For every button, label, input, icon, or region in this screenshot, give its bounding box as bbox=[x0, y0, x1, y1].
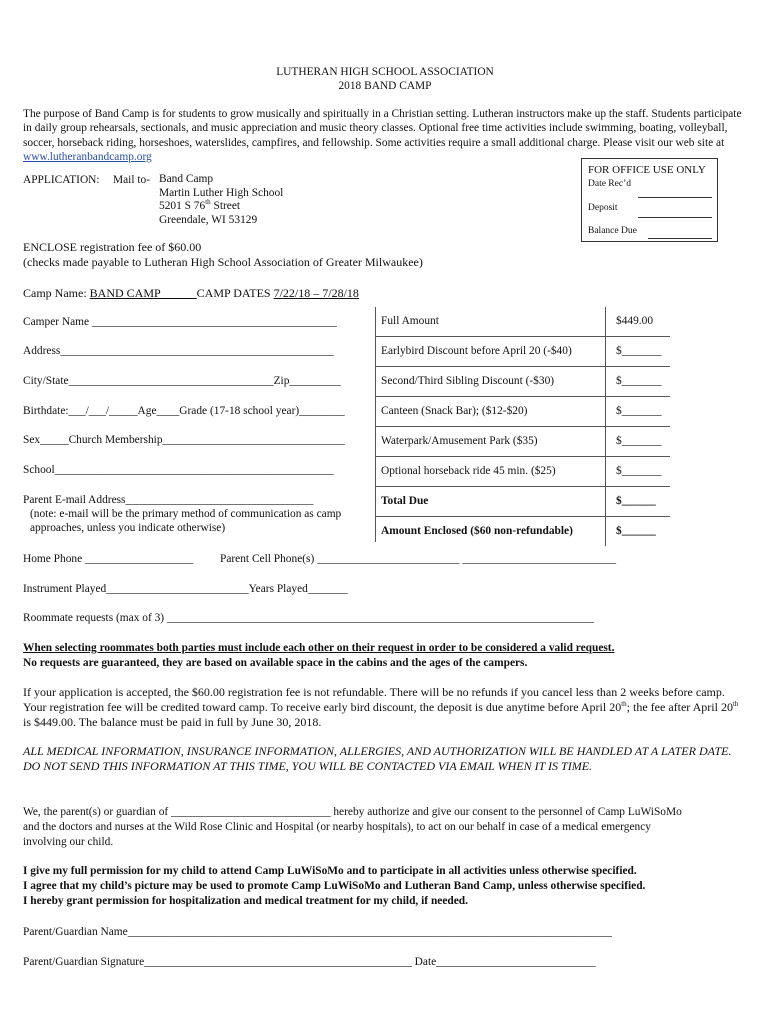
intro-text: The purpose of Band Camp is for students to grow musically and spiritually in a Christian setting. Lutheran instructors make up the staff. Students participate in daily group rehearsals, sectionals, and music appreciation and music theory classes. Optional free time activities include swimming, boating, volleyball, soccer, horseback riding, horseshoes, waterslides, campfires, and fellowship. Some activities require a small additional charge. Please visit our web site at bbox=[23, 108, 742, 149]
fee-label: Second/Third Sibling Discount (-$30) bbox=[375, 367, 606, 397]
fee-label: Full Amount bbox=[375, 307, 606, 337]
permission-line-3: I hereby grant permission for hospitalization and medical treatment for my child, if needed. bbox=[23, 895, 468, 907]
fee-label: Canteen (Snack Bar); ($12-$20) bbox=[375, 397, 606, 427]
medical-notice: ALL MEDICAL INFORMATION, INSURANCE INFORMATION, ALLERGIES, AND AUTHORIZATION WILL BE HANDLED AT A LATER DATE. DO NOT SEND THIS INFORMATION AT THIS TIME, YOU WILL BE CONTACTED VIA EMAIL WHEN IT IS TIME. bbox=[23, 744, 732, 773]
office-balance-line bbox=[648, 238, 712, 239]
office-date-recd: Date Rec’d bbox=[588, 179, 631, 189]
header-title: 2018 BAND CAMP bbox=[338, 80, 432, 92]
camp-dates-value: 7/22/18 – 7/28/18 bbox=[273, 286, 359, 300]
application-label: APPLICATION: bbox=[23, 174, 100, 186]
header-org: LUTHERAN HIGH SCHOOL ASSOCIATION bbox=[276, 66, 494, 78]
fee-label: Earlybird Discount before April 20 (-$40) bbox=[375, 337, 606, 367]
roommate-rule-2: No requests are guaranteed, they are based on available space in the cabins and the ages of the campers. bbox=[23, 657, 528, 669]
office-deposit: Deposit bbox=[588, 203, 618, 213]
address-field[interactable]: Address________________________________________________ bbox=[23, 345, 334, 357]
camper-name-field[interactable]: Camper Name ___________________________________________ bbox=[23, 316, 337, 328]
sex-church-field[interactable]: Sex_____Church Membership________________________________ bbox=[23, 434, 345, 446]
fee-row bbox=[375, 517, 670, 547]
fee-row bbox=[375, 337, 670, 367]
parent-cell-field[interactable]: Parent Cell Phone(s) _________________________ ___________________________ bbox=[220, 553, 617, 565]
office-use-box bbox=[581, 158, 718, 242]
fee-amount[interactable]: $_______ bbox=[606, 337, 671, 367]
fee-amount[interactable]: $______ bbox=[606, 487, 671, 517]
fee-amount[interactable]: $______ bbox=[606, 517, 671, 547]
fee-row bbox=[375, 307, 670, 337]
office-balance-due: Balance Due bbox=[588, 226, 637, 236]
website-link[interactable]: www.lutheranbandcamp.org bbox=[23, 151, 152, 164]
fee-amount[interactable]: $_______ bbox=[606, 367, 671, 397]
instrument-field[interactable]: Instrument Played_________________________Years Played_______ bbox=[23, 583, 348, 595]
email-note-1: (note: e-mail will be the primary method of communication as camp bbox=[30, 508, 342, 520]
office-use-title: FOR OFFICE USE ONLY bbox=[588, 164, 706, 176]
fee-amount[interactable]: $_______ bbox=[606, 397, 671, 427]
fee-row bbox=[375, 397, 670, 427]
camp-name-line: Camp Name: BAND CAMP______CAMP DATES 7/22/18 – 7/28/18 bbox=[23, 286, 359, 300]
fee-label: Amount Enclosed ($60 non-refundable) bbox=[375, 517, 606, 547]
office-date-line bbox=[638, 197, 712, 198]
home-phone-field[interactable]: Home Phone ___________________ bbox=[23, 553, 194, 565]
roommate-field[interactable]: Roommate requests (max of 3) ___________________________________________________________________________ bbox=[23, 612, 595, 624]
address-line-4: Greendale, WI 53129 bbox=[159, 213, 258, 226]
fee-label: Optional horseback ride 45 min. ($25) bbox=[375, 457, 606, 487]
fee-label: Total Due bbox=[375, 487, 606, 517]
fee-amount[interactable]: $_______ bbox=[606, 457, 671, 487]
intro-paragraph bbox=[23, 107, 745, 165]
address-line-1: Band Camp bbox=[159, 173, 214, 185]
fee-amount[interactable]: $_______ bbox=[606, 427, 671, 457]
fee-amount[interactable]: $449.00 bbox=[606, 307, 671, 337]
birthdate-age-grade-field[interactable]: Birthdate:___/___/_____Age____Grade (17-18 school year)________ bbox=[23, 405, 345, 417]
fee-row bbox=[375, 457, 670, 487]
fee-row bbox=[375, 367, 670, 397]
address-line-2: Martin Luther High School bbox=[159, 186, 284, 199]
guardian-signature-field[interactable]: Parent/Guardian Signature_______________________________________________ Date____________________________ bbox=[23, 956, 596, 968]
camp-name-value: BAND CAMP bbox=[89, 286, 161, 300]
parent-email-field[interactable]: Parent E-mail Address_________________________________ bbox=[23, 494, 314, 506]
refund-policy: If your application is accepted, the $60.00 registration fee is not refundable. There will be no refunds if you cancel less than 2 weeks before camp. Your registration fee will be credited toward camp. To receive early bird discount, the deposit is due anytime before April 20th; the fee after April 20th is $449.00. The balance must be paid in full by June 30, 2018. bbox=[23, 685, 739, 729]
fees-table bbox=[375, 307, 670, 546]
permission-line-1: I give my full permission for my child to attend Camp LuWiSoMo and to participate in all activities unless otherwise specified. bbox=[23, 865, 637, 877]
city-state-zip-field[interactable]: City/State____________________________________Zip_________ bbox=[23, 375, 341, 387]
mail-address bbox=[159, 173, 283, 227]
mail-to-label: Mail to- bbox=[113, 174, 151, 186]
enclose-fee: ENCLOSE registration fee of $60.00 (checks made payable to Lutheran High School Association of Greater Milwaukee) bbox=[23, 240, 423, 269]
fee-row bbox=[375, 487, 670, 517]
school-field[interactable]: School_________________________________________________ bbox=[23, 464, 334, 476]
roommate-rule-1: When selecting roommates both parties must include each other on their request in order to be considered a valid request. bbox=[23, 642, 615, 654]
permission-line-2: I agree that my child’s picture may be used to promote Camp LuWiSoMo and Lutheran Band Camp, unless otherwise specified. bbox=[23, 880, 646, 892]
consent-paragraph: We, the parent(s) or guardian of ____________________________ hereby authorize and give our consent to the personnel of Camp LuWiSoMo and the doctors and nurses at the Wild Rose Clinic and Hospital (or nearby hospitals), to act on our behalf in case of a medical emergency involving our child. bbox=[23, 806, 682, 848]
fee-row bbox=[375, 427, 670, 457]
fee-label: Waterpark/Amusement Park ($35) bbox=[375, 427, 606, 457]
office-deposit-line bbox=[638, 217, 712, 218]
address-line-3: 5201 S 76th Street bbox=[159, 198, 241, 213]
email-note-2: approaches, unless you indicate otherwise) bbox=[30, 522, 226, 534]
guardian-name-field[interactable]: Parent/Guardian Name_____________________________________________________________________________________ bbox=[23, 926, 612, 938]
